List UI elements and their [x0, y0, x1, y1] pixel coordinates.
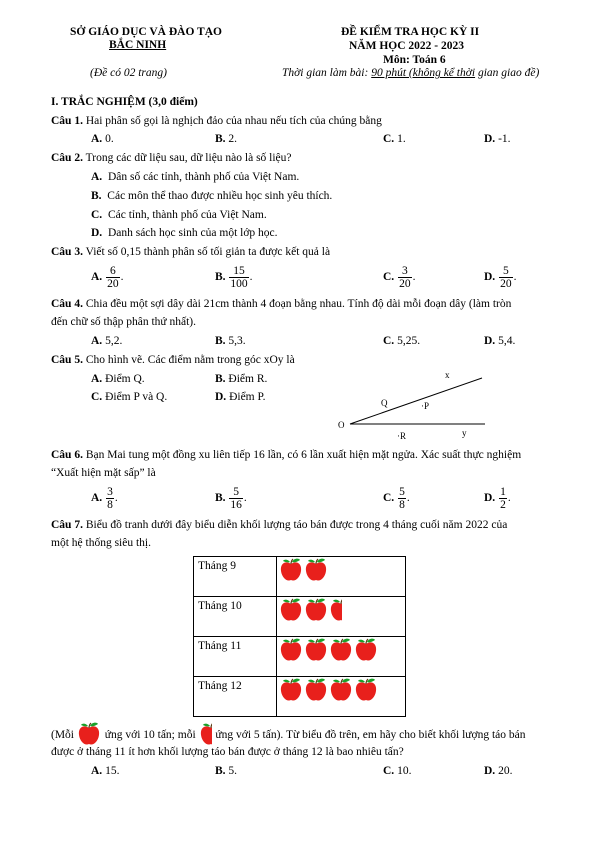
q5-opt-a: A. Điểm Q. — [91, 373, 145, 385]
q6-text2: “Xuất hiện mặt sấp” là — [51, 467, 156, 479]
q4-opt-a: A. 5,2. — [91, 335, 123, 347]
q3-opt-b: B. $\frac{15}{100}$ . — [215, 265, 253, 291]
q2-opt-a: A. Dân số các tỉnh, thành phố của Việt Nam. — [91, 171, 300, 183]
half-apple-icon — [329, 598, 342, 622]
header-left-line2: BẮC NINH — [109, 39, 167, 51]
q2-text: Câu 2. Trong các dữ liệu sau, dữ liệu nào là số liệu? — [51, 152, 292, 164]
label-y: y — [462, 428, 467, 438]
q3-opt-c: C. $\frac{3}{20}$ . — [383, 265, 416, 291]
q5-opt-c: C. Điểm P và Q. — [91, 391, 168, 403]
q5-opt-d: D. Điểm P. — [215, 391, 266, 403]
pictogram-row — [194, 677, 406, 717]
q7-opt-b: B. 5. — [215, 765, 238, 777]
apple-count-cell — [277, 637, 406, 677]
header-right-line1: ĐỀ KIỂM TRA HỌC KỲ II — [341, 26, 480, 38]
header-right-line3: Môn: Toán 6 — [383, 54, 446, 66]
apple-icon — [279, 678, 303, 702]
q6-opt-d: D. $\frac{1}{2}$ . — [484, 486, 511, 512]
q2-opt-b: B. Các môn thể thao được nhiều học sinh yêu thích. — [91, 190, 333, 202]
q6-opt-c: C. $\frac{5}{8}$ . — [383, 486, 410, 512]
q7-text2: một hệ thống siêu thị. — [51, 537, 151, 549]
q7-legend: (Mỗi ứng với 10 tấn; mỗi ứng với 5 tấn). Từ biểu đồ trên, em hãy cho biết khối lượng táo bán — [51, 722, 526, 748]
angle-xoy-figure — [330, 366, 490, 446]
q2-opt-c: C. Các tỉnh, thành phố của Việt Nam. — [91, 209, 267, 221]
month-label: Tháng 10 — [194, 597, 277, 637]
pictogram-row — [194, 557, 406, 597]
q1-opt-a: A. 0. — [91, 133, 114, 145]
q7-text3: được ở tháng 11 ít hơn khối lượng táo bán được ở tháng 12 là bao nhiêu tấn? — [51, 746, 404, 758]
header-right-line2: NĂM HỌC 2022 - 2023 — [349, 40, 464, 52]
q5-opt-b: B. Điểm R. — [215, 373, 268, 385]
header-right-note: Thời gian làm bài: 90 phút (không kể thời gian giao đề) — [282, 67, 540, 79]
month-label: Tháng 12 — [194, 677, 277, 717]
q4-opt-c: C. 5,25. — [383, 335, 421, 347]
q1-opt-b: B. 2. — [215, 133, 238, 145]
half-apple-icon — [199, 722, 212, 746]
q7-text: Câu 7. Biểu đồ tranh dưới đây biểu diễn khối lượng táo bán được trong 4 tháng cuối năm 2022 của — [51, 519, 508, 531]
q2-opt-d: D. Danh sách học sinh của một lớp học. — [91, 227, 278, 239]
q7-opt-a: A. 15. — [91, 765, 120, 777]
label-o: O — [338, 420, 345, 430]
q7-opt-d: D. 20. — [484, 765, 513, 777]
q7-opt-c: C. 10. — [383, 765, 412, 777]
q3-text: Câu 3. Viết số 0,15 thành phân số tối giản ta được kết quả là — [51, 246, 331, 258]
apple-pictogram-table — [193, 556, 406, 717]
apple-icon — [77, 722, 101, 746]
q4-opt-b: B. 5,3. — [215, 335, 246, 347]
pictogram-row — [194, 597, 406, 637]
apple-icon — [279, 598, 303, 622]
q1-opt-c: C. 1. — [383, 133, 406, 145]
q4-text2: đến chữ số thập phân thứ nhất). — [51, 316, 197, 328]
q1-text: Câu 1. Hai phân số gọi là nghịch đảo của nhau nếu tích của chúng bằng — [51, 115, 382, 127]
apple-icon — [354, 678, 378, 702]
q4-text: Câu 4. Chia đều một sợi dây dài 21cm thành 4 đoạn bằng nhau. Tính độ dài mỗi đoạn dây (làm tròn — [51, 298, 512, 310]
header-left-line1: SỞ GIÁO DỤC VÀ ĐÀO TẠO — [70, 26, 222, 38]
label-q: Q — [381, 398, 388, 408]
label-x: x — [445, 370, 450, 380]
pictogram-row — [194, 637, 406, 677]
apple-icon — [304, 598, 328, 622]
q3-opt-d: D. $\frac{5}{20}$ . — [484, 265, 517, 291]
apple-icon — [329, 638, 353, 662]
q6-opt-b: B. $\frac{5}{16}$ . — [215, 486, 247, 512]
q3-opt-a: A. $\frac{6}{20}$ . — [91, 265, 124, 291]
apple-icon — [304, 678, 328, 702]
apple-icon — [279, 638, 303, 662]
ray-ox — [350, 378, 482, 424]
q6-text: Câu 6. Bạn Mai tung một đồng xu liên tiếp 16 lần, có 6 lần xuất hiện mặt ngửa. Xác suất thực nghiệm — [51, 449, 522, 461]
apple-icon — [279, 558, 303, 582]
q4-opt-d: D. 5,4. — [484, 335, 516, 347]
q5-text: Câu 5. Cho hình vẽ. Các điểm nằm trong góc xOy là — [51, 354, 295, 366]
apple-icon — [304, 638, 328, 662]
month-label: Tháng 9 — [194, 557, 277, 597]
label-r: ·R — [397, 431, 406, 441]
label-p: ·P — [421, 401, 430, 411]
header-left-note: (Đề có 02 trang) — [90, 67, 167, 79]
apple-count-cell — [277, 677, 406, 717]
apple-icon — [354, 638, 378, 662]
apple-icon — [304, 558, 328, 582]
apple-count-cell — [277, 557, 406, 597]
q1-opt-d: D. -1. — [484, 133, 511, 145]
section-title: I. TRẮC NGHIỆM (3,0 điểm) — [51, 96, 198, 108]
apple-icon — [329, 678, 353, 702]
q6-opt-a: A. $\frac{3}{8}$ . — [91, 486, 118, 512]
apple-count-cell — [277, 597, 406, 637]
month-label: Tháng 11 — [194, 637, 277, 677]
